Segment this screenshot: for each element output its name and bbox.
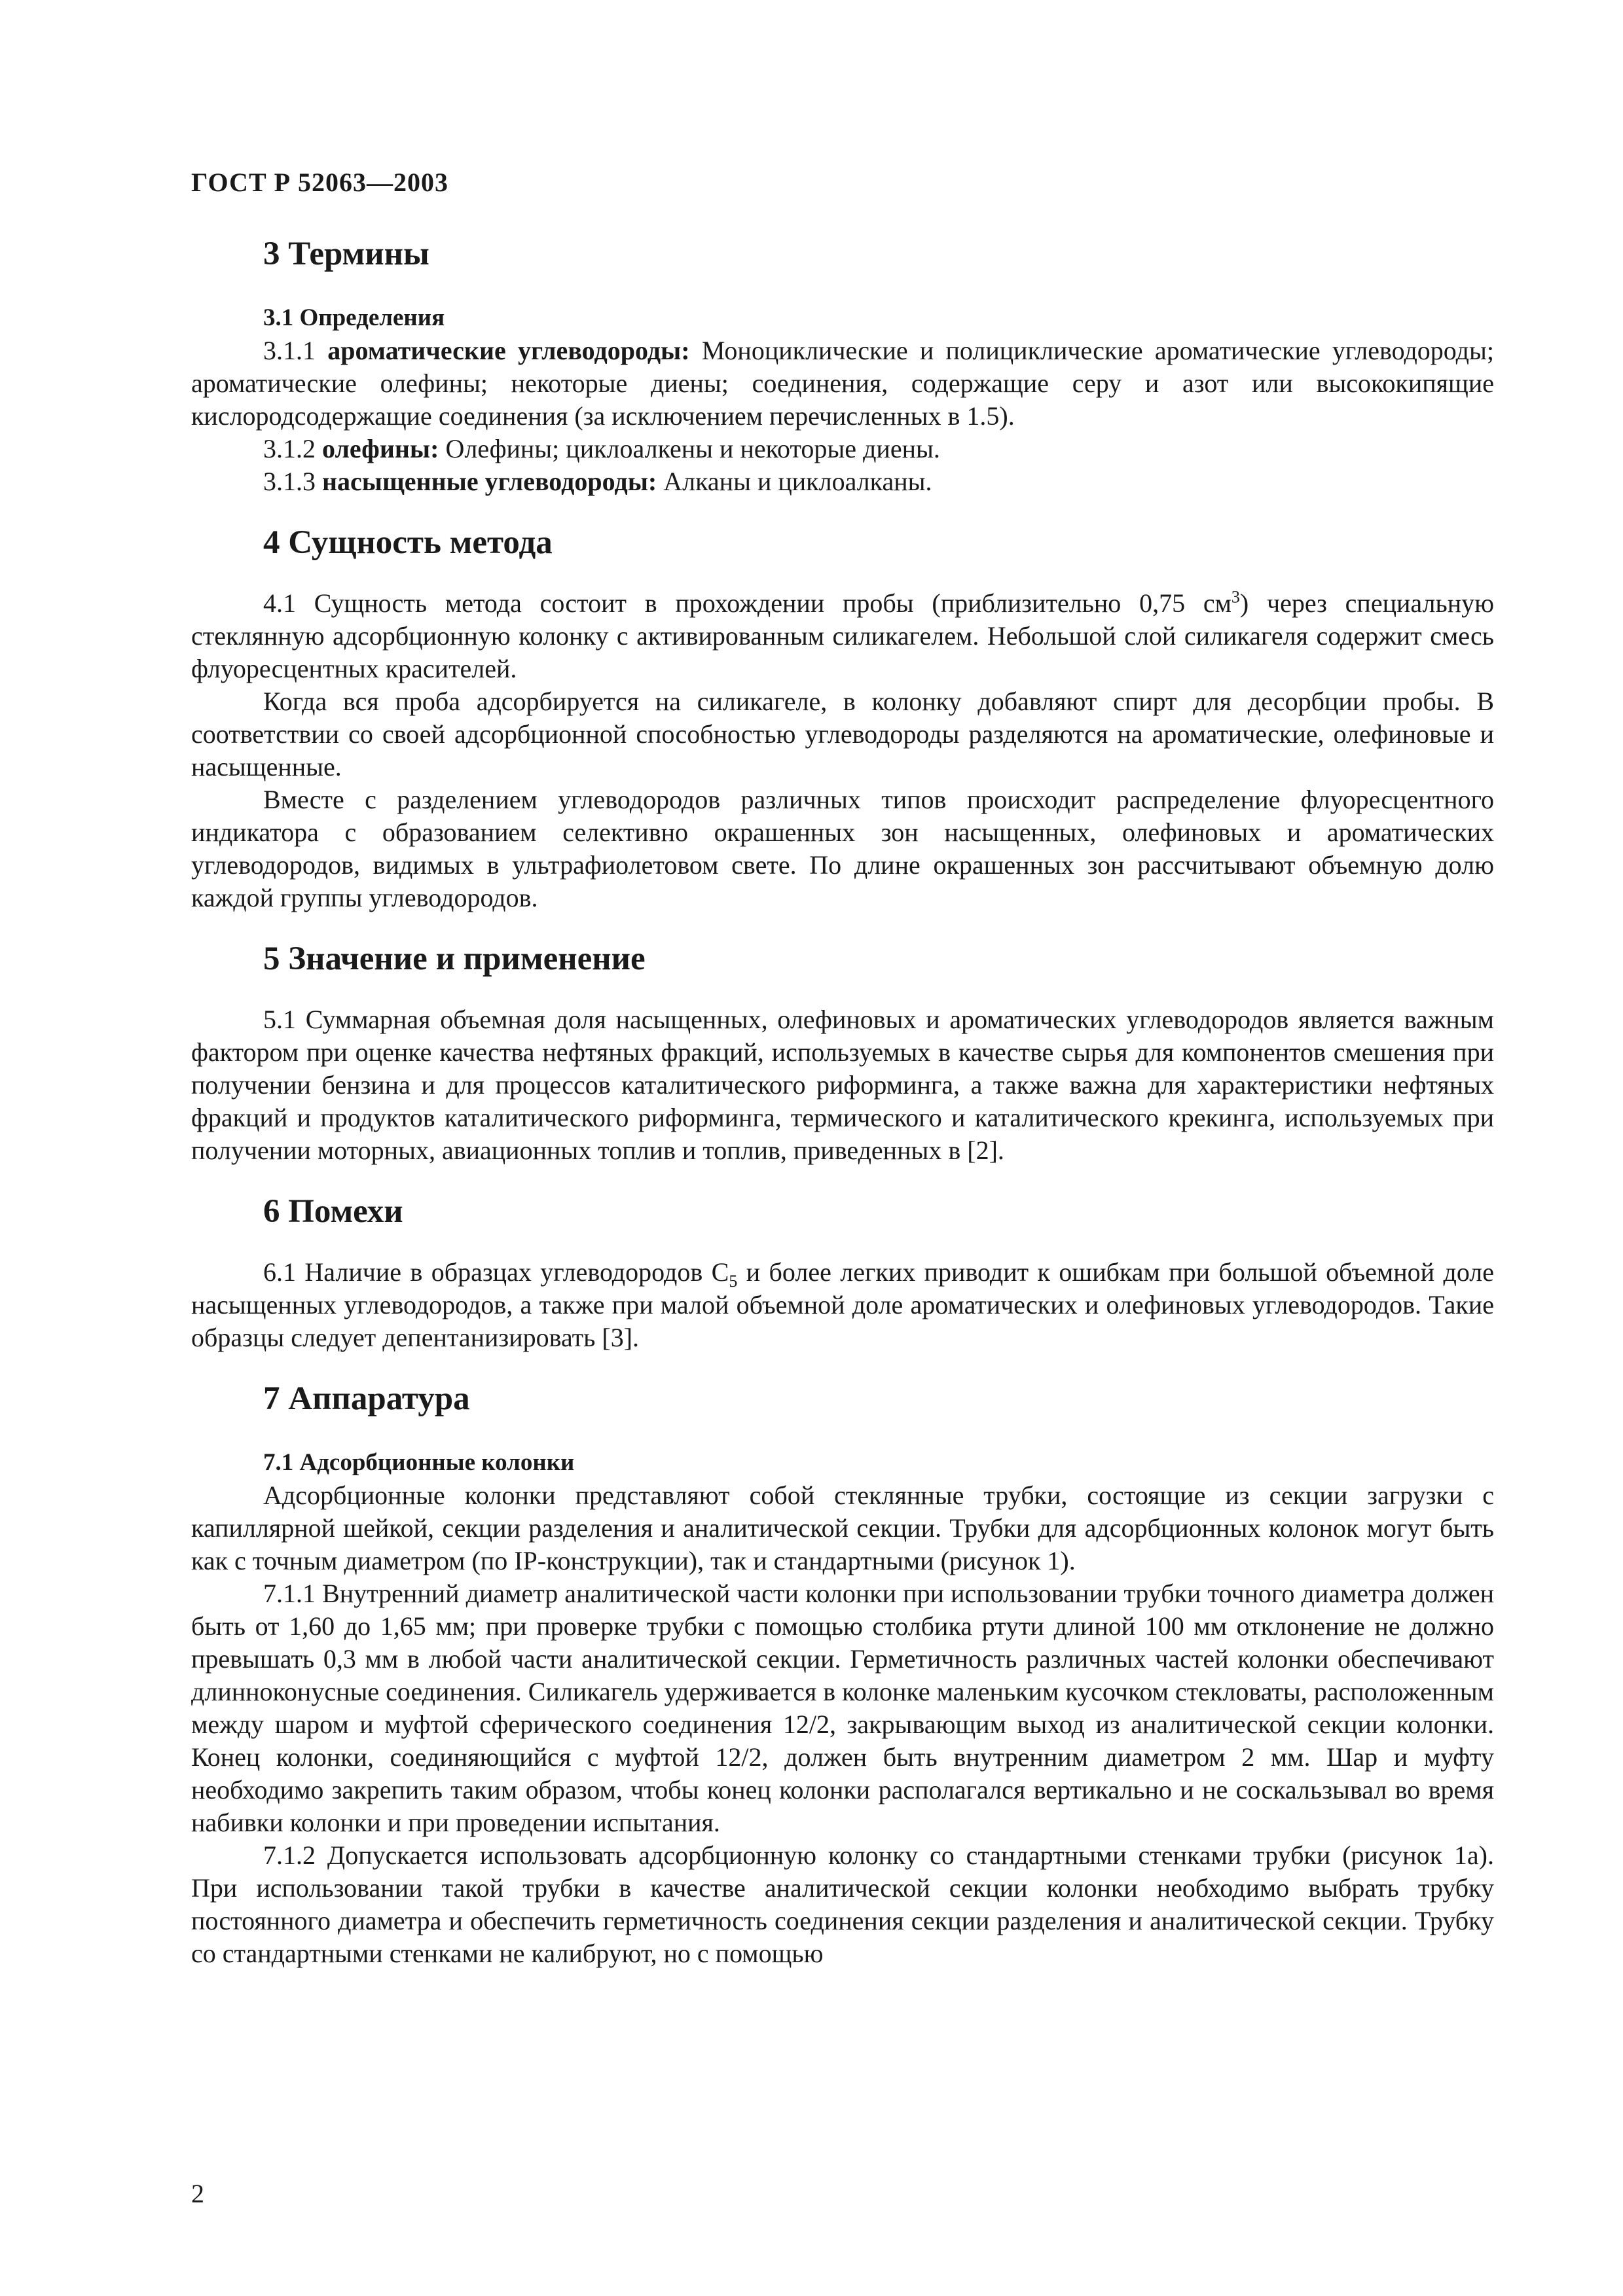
paragraph-7-1-2: 7.1.2 Допускается использовать адсорбционную колонку со стандартными стенками трубки (рисунок 1а). При использовании такой трубки в качестве аналитической секции колонки необходимо выбрать трубку постоянного диаметра и обеспечить герметичность соединения секции разделения и аналитической секции. Трубку со стандартными стенками не калибруют, но с помощью: [191, 1840, 1494, 1968]
term-saturated: насыщенные углеводороды:: [322, 467, 657, 496]
clause-number: 3.1.3: [263, 467, 322, 496]
subscript: 5: [729, 1272, 738, 1291]
section-6-title: 6 Помехи: [263, 1193, 403, 1230]
clause-number: 3.1.2: [263, 434, 322, 463]
clause-number: 3.1.1: [263, 336, 328, 365]
term-olefins: олефины:: [322, 434, 439, 463]
paragraph-3-1-1: [191, 334, 1494, 433]
paragraph-text: ) через специальную стеклянную адсорбционную колонку с активированным силикагелем. Небольшой слой силикагеля содержит смесь флуоресцентных красителей.: [191, 588, 1494, 683]
definition-text: Моноциклические и полициклические ароматические углеводороды; ароматические олефины; некоторые диены; соединения, содержащие серу и азот или высококипящие кислородсодержащие соединения (за исключением перечисленных в 1.5).: [191, 336, 1494, 431]
paragraph-4-2: Когда вся проба адсорбируется на силикагеле, в колонку добавляют спирт для десорбции пробы. В соответствии со своей адсорбционной способностью углеводороды разделяются на ароматические, олефиновые и насыщенные.: [191, 687, 1494, 781]
paragraph-3-1-2: [191, 433, 1494, 465]
page-number: 2: [191, 2179, 204, 2208]
subsection-3-1-title: 3.1 Определения: [263, 304, 445, 331]
document-body: [191, 232, 1494, 1970]
paragraph-text: и более легких приводит к ошибкам при большой объемной доле насыщенных углеводородов, а также при малой объемной доле ароматических и олефиновых углеводородов. Такие образцы следует депентанизировать [3].: [191, 1257, 1495, 1352]
term-aromatic: ароматические углеводороды:: [327, 336, 690, 365]
paragraph-6-1: [191, 1256, 1494, 1354]
paragraph-4-1: [191, 587, 1494, 685]
superscript: 3: [1231, 587, 1240, 607]
definition-text: Олефины; циклоалкены и некоторые диены.: [439, 434, 940, 463]
standard-code: ГОСТ Р 52063—2003: [191, 168, 449, 197]
definition-text: Алканы и циклоалканы.: [657, 467, 932, 496]
section-3-title: 3 Термины: [263, 236, 429, 272]
paragraph-text: 4.1 Сущность метода состоит в прохождении пробы (приблизительно 0,75 см: [263, 588, 1231, 618]
paragraph-7-1: Адсорбционные колонки представляют собой стеклянные трубки, состоящие из секции загрузки с капиллярной шейкой, секции разделения и аналитической секции. Трубки для адсорбционных колонок могут быть как с точным диаметром (по IP-конструкции), так и стандартными (рисунок 1).: [191, 1480, 1494, 1575]
paragraph-4-3: Вместе с разделением углеводородов различных типов происходит распределение флуоресцентного индикатора с образованием селективно окрашенных зон насыщенных, олефиновых и ароматических углеводородов, видимых в ультрафиолетовом свете. По длине окрашенных зон рассчитывают объемную долю каждой группы углеводородов.: [191, 785, 1494, 912]
subsection-7-1-title: 7.1 Адсорбционные колонки: [263, 1449, 575, 1476]
paragraph-3-1-3: [191, 465, 1494, 498]
paragraph-7-1-1: 7.1.1 Внутренний диаметр аналитической части колонки при использовании трубки точного диаметра должен быть от 1,60 до 1,65 мм; при проверке трубки с помощью столбика ртути длиной 100 мм отклонение не должно превышать 0,3 мм в любой части аналитической секции. Герметичность различных частей колонки обеспечивают длинноконусные соединения. Силикагель удерживается в колонке маленьким кусочком стекловаты, расположенным между шаром и муфтой сферического соединения 12/2, закрывающим выход из аналитической секции колонки. Конец колонки, соединяющийся с муфтой 12/2, должен быть внутренним диаметром 2 мм. Шар и муфту необходимо закрепить таким образом, чтобы конец колонки располагался вертикально и не соскальзывал во время набивки колонки и при проведении испытания.: [191, 1579, 1494, 1837]
section-5-title: 5 Значение и применение: [263, 941, 646, 977]
section-4-title: 4 Сущность метода: [263, 524, 553, 561]
paragraph-text: 6.1 Наличие в образцах углеводородов С: [263, 1257, 729, 1287]
paragraph-5-1: 5.1 Суммарная объемная доля насыщенных, олефиновых и ароматических углеводородов является важным фактором при оценке качества нефтяных фракций, используемых в качестве сырья для компонентов смешения при получении бензина и для процессов каталитического риформинга, а также важна для характеристики нефтяных фракций и продуктов каталитического риформинга, термического и каталитического крекинга, используемых при получении моторных, авиационных топлив и топлив, приведенных в [2].: [191, 1005, 1494, 1165]
section-7-title: 7 Аппаратура: [263, 1380, 470, 1417]
